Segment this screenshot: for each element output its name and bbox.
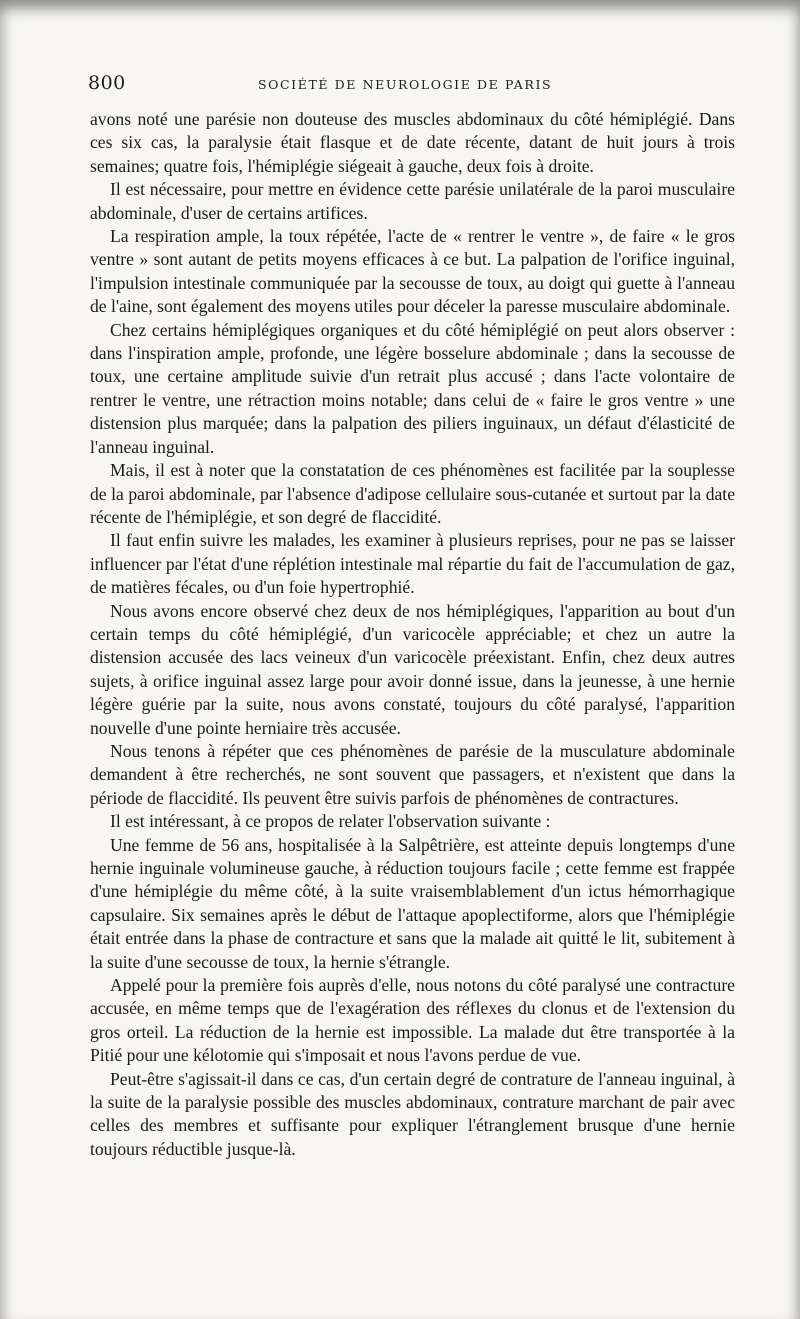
paragraph: avons noté une parésie non douteuse des muscles abdominaux du côté hémiplégié. Dans ces six cas, la paralysie était flasque et de date récente, datant de huit jours à trois semaines; quatre fois, l'hémiplégie siégeait à gauche, deux fois à droite. [90, 109, 735, 176]
paragraph: Il est nécessaire, pour mettre en évidence cette parésie unilatérale de la paroi musculaire abdominale, d'user de certains artifices. [90, 179, 735, 223]
paragraph: Chez certains hémiplégiques organiques et du côté hémiplégié on peut alors observer : dans l'inspiration ample, profonde, une légère bosselure abdominale ; dans la secousse de toux, une certaine amplitude suivie d'un retrait plus accusé ; dans l'acte volontaire de rentrer le ventre, une rétraction moins notable; dans celui de « faire le gros ventre » une distension plus marquée; dans la palpation des piliers inguinaux, un défaut d'élasticité de l'anneau inguinal. [90, 319, 735, 457]
paragraph: Peut-être s'agissait-il dans ce cas, d'un certain degré de contrature de l'anneau inguinal, à la suite de la paralysie possible des muscles abdominaux, contrature marchant de pair avec celles des membres et suffisante pour expliquer l'étranglement brusque d'une hernie toujours réductible jusque-là. [90, 1068, 735, 1159]
running-head: SOCIÉTÉ DE NEUROLOGIE DE PARIS [258, 77, 553, 92]
paragraph: Il faut enfin suivre les malades, les examiner à plusieurs reprises, pour ne pas se laisser influencer par l'état d'une réplétion intestinale mal répartie du fait de l'accumulation de gaz, de matières fécales, ou d'un foie hypertrophié. [90, 530, 735, 598]
page-header [88, 72, 742, 98]
paragraph: Il est intéressant, à ce propos de relater l'observation suivante : [110, 811, 551, 832]
paragraph: Appelé pour la première fois auprès d'elle, nous notons du côté paralysé une contracture accusée, en même temps que de l'exagération des réflexes du clonus et de l'extension du gros orteil. La réduction de la hernie est impossible. La malade dut être transportée à la Pitié pour une kélotomie qui s'imposait et nous l'avons perdue de vue. [90, 975, 735, 1066]
paragraph: Une femme de 56 ans, hospitalisée à la Salpêtrière, est atteinte depuis longtemps d'une hernie inguinale volumineuse gauche, à réduction toujours facile ; cette femme est frappée d'une hémiplégie du même côté, à la suite vraisemblablement d'un ictus hémorrhagique capsulaire. Six semaines après le début de l'attaque apoplectiforme, alors que l'hémiplégie était entrée dans la phase de contracture et sans que la malade ait quitté le lit, subitement à la suite d'une secousse de toux, la hernie s'étrangle. [90, 834, 735, 972]
body-text [90, 108, 735, 1161]
paragraph: Nous avons encore observé chez deux de nos hémiplégiques, l'apparition au bout d'un certain temps du côté hémiplégié, d'un varicocèle appréciable; et chez un autre la distension accusée des lacs veineux d'un varicocèle préexistant. Enfin, chez deux autres sujets, à orifice inguinal assez large pour avoir donné issue, dans la jeunesse, à une hernie légère guérie par la suite, nous avons constaté, toujours du côté paralysé, l'apparition nouvelle d'une pointe herniaire très accusée. [90, 600, 735, 738]
paragraph: La respiration ample, la toux répétée, l'acte de « rentrer le ventre », de faire « le gros ventre » sont autant de petits moyens efficaces à ce but. La palpation de l'orifice inguinal, l'impulsion intestinale communiquée par la secousse de toux, au doigt qui guette à l'anneau de l'aine, sont également des moyens utiles pour déceler la paresse musculaire abdominale. [90, 226, 735, 317]
page-number: 800 [88, 72, 126, 94]
paragraph: Mais, il est à noter que la constatation de ces phénomènes est facilitée par la souplesse de la paroi abdominale, par l'absence d'adipose cellulaire sous-cutanée et surtout par la date récente de l'hémiplégie, et son degré de flaccidité. [90, 460, 735, 527]
paragraph: Nous tenons à répéter que ces phénomènes de parésie de la musculature abdominale demandent à être recherchés, ne sont souvent que passagers, et n'existent que dans la période de flaccidité. Ils peuvent être suivis parfois de phénomènes de contractures. [90, 740, 735, 808]
